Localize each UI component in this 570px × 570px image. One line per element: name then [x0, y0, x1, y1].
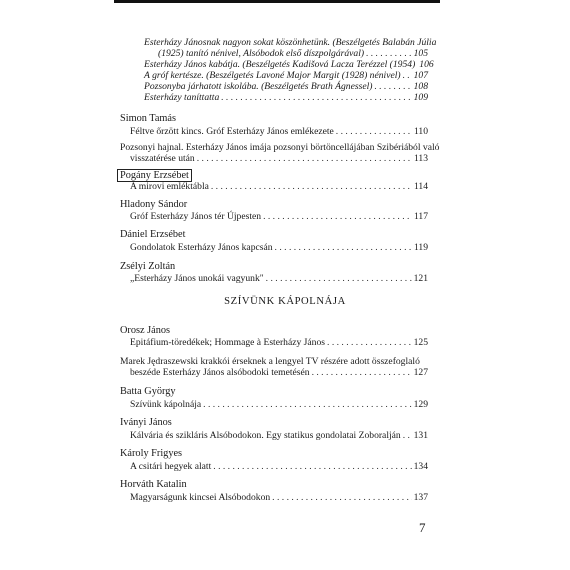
dot-leader [374, 81, 411, 92]
toc-entry: Kálvária és szikláris Alsóbodokon. Egy statikus gondolatai Zoboralján . . . 131 [130, 430, 428, 441]
toc-author: Iványi János [120, 417, 172, 428]
toc-entry: Esterházy János kabátja. (Beszélgetés Kadišová Lacza Terézzel (1954) 106 [144, 59, 434, 70]
toc-entry: Gróf Esterházy János tér Újpesten . . . 117 [130, 211, 428, 222]
toc-author: Batta György [120, 386, 176, 397]
toc-entry: A mirovi emléktábla . . . 114 [130, 181, 428, 192]
toc-entry: A gróf kertésze. (Beszélgetés Lavoné Major Margit (1928) nénivel) . . . 107 [144, 70, 428, 81]
dot-leader [272, 492, 411, 503]
page-ref: 127 [413, 367, 428, 378]
toc-entry: beszéde Esterházy János alsóbodoki temetésén . . . 127 [130, 367, 428, 378]
section-heading: SZÍVÜNK KÁPOLNÁJA [224, 296, 346, 307]
toc-line: Pozsonyi hajnal. Esterházy János imája pozsonyi börtöncellájában Szibériából való [120, 142, 440, 153]
top-rule [114, 0, 440, 3]
toc-author: Simon Tamás [120, 113, 177, 124]
toc-author: Zsélyi Zoltán [120, 261, 176, 272]
toc-entry: Féltve őrzött kincs. Gróf Esterházy János emlékezete . . . 110 [130, 126, 428, 137]
toc-entry: Esterházy taníttatta . . . 109 [144, 92, 428, 103]
toc-entry: Magyarságunk kincsei Alsóbodokon . . . 137 [130, 492, 428, 503]
dot-leader [211, 181, 412, 192]
page-ref: 131 [413, 430, 428, 441]
dot-leader [312, 367, 412, 378]
toc-author: Hladony Sándor [120, 199, 188, 210]
toc-entry: Szívünk kápolnája . . . 129 [130, 399, 428, 410]
dot-leader [327, 337, 412, 348]
toc-entry: Pozsonyba járhatott iskolába. (Beszélgetés Brath Ágnessel) . . . 108 [144, 81, 428, 92]
toc-entry: visszatérése után . . . 113 [130, 153, 428, 164]
dot-leader [403, 430, 412, 441]
page-ref: 113 [413, 153, 428, 164]
dot-leader [403, 70, 412, 81]
page-ref: 134 [413, 461, 428, 472]
dot-leader [197, 153, 412, 164]
dot-leader [266, 273, 412, 284]
toc-author: Károly Frigyes [120, 448, 183, 459]
toc-entry: A csitári hegyek alatt . . . 134 [130, 461, 428, 472]
page-number: 7 [419, 520, 426, 535]
page-ref: 105 [413, 48, 428, 59]
toc-line: Marek Jędraszewski krakkói érseknek a lengyel TV részére adott összefoglaló [120, 356, 420, 367]
toc-entry: „Esterházy János unokái vagyunk" . . . 121 [130, 273, 428, 284]
dot-leader [203, 399, 411, 410]
toc-author: Horváth Katalin [120, 479, 187, 490]
dot-leader [275, 242, 412, 253]
page-ref: 108 [413, 81, 428, 92]
toc-line: Esterházy Jánosnak nagyon sokat köszönhetünk. (Beszélgetés Balabán Júlia [144, 37, 437, 48]
toc-author-highlighted: Pogány Erzsébet [120, 170, 192, 182]
toc-author: Dániel Erzsébet [120, 229, 186, 240]
dot-leader [366, 48, 412, 59]
dot-leader [336, 126, 412, 137]
page-ref: 121 [413, 273, 428, 284]
page-ref: 114 [413, 181, 428, 192]
page-ref: 119 [413, 242, 428, 253]
toc-entry: Epitáfium-töredékek; Hommage à Esterházy János . . . 125 [130, 337, 428, 348]
page-ref: 137 [413, 492, 428, 503]
page-ref: 117 [413, 211, 428, 222]
page-ref: 110 [413, 126, 428, 137]
toc-entry: Gondolatok Esterházy János kapcsán . . . 119 [130, 242, 428, 253]
toc-author: Orosz János [120, 325, 171, 336]
page-ref: 107 [413, 70, 428, 81]
dot-leader [263, 211, 412, 222]
page-ref: 129 [413, 399, 428, 410]
dot-leader [213, 461, 411, 472]
toc-entry: (1925) tanító nénivel, Alsóbodok első díszpolgárával) . . . 105 [158, 48, 428, 59]
page-ref: 109 [413, 92, 428, 103]
page-ref: 125 [413, 337, 428, 348]
dot-leader [221, 92, 411, 103]
page-ref: 106 [419, 59, 434, 70]
